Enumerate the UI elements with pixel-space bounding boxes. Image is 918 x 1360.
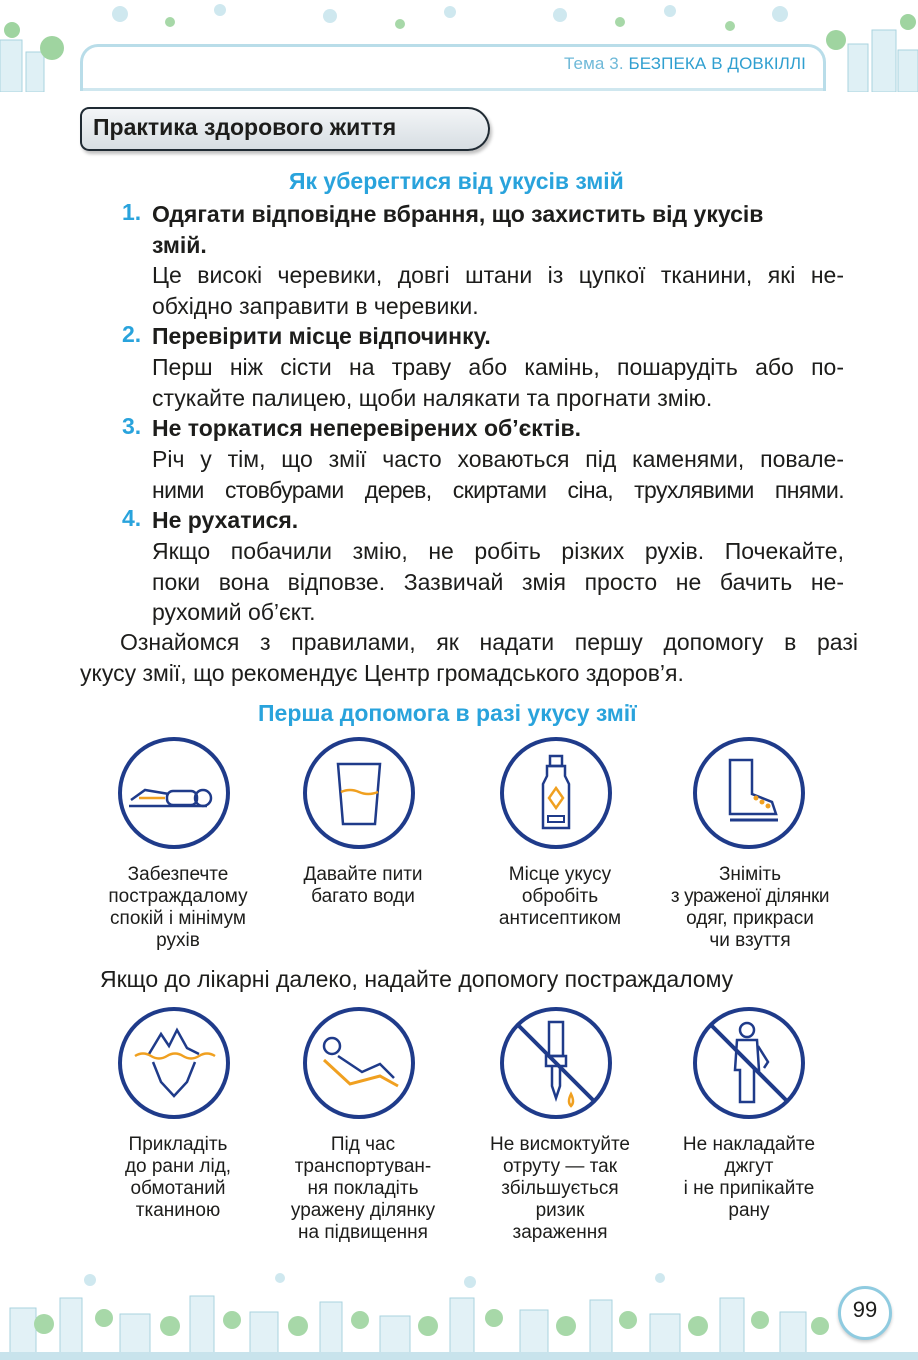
page-number: 99 (852, 1297, 878, 1322)
rule-title-line: Перевірити місце відпочинку. (152, 323, 491, 349)
caption-line: транспортуван- (294, 1156, 432, 1177)
no-suction-icon (499, 1006, 613, 1120)
caption-line: ризик (535, 1200, 585, 1221)
reclining-person-icon (302, 1006, 416, 1120)
caption-line: ня покладіть (307, 1178, 419, 1199)
rule-number: 4. (122, 505, 142, 531)
text-line: обхідно заправити в черевики. (152, 292, 479, 319)
caption-line: збільшується (501, 1178, 619, 1199)
rule-4-text (152, 536, 844, 628)
caption-water (273, 864, 453, 908)
caption-no-suction (470, 1134, 650, 1244)
water-glass-icon (302, 736, 416, 850)
caption-line: спокій і мінімум (110, 908, 246, 929)
rule-3-text (152, 444, 844, 505)
text-line: ними стовбурами дерев, скиртами сіна, трухлявими пнями. (152, 476, 844, 503)
caption-line: тканиною (135, 1200, 221, 1221)
text-line: Якщо побачили змію, не робіть різких рухів. Почекайте, (152, 538, 844, 564)
rule-title-line: Одягати відповідне вбрання, що захистить від укусів (152, 201, 764, 227)
caption-line: отруту — так (502, 1156, 618, 1177)
text-line: Перш ніж сісти на траву або камінь, пошарудіть або по- (152, 354, 844, 380)
text-line: поки вона відповзе. Зазвичай змія просто не бачить не- (152, 568, 844, 595)
topic-number: Тема 3. (564, 54, 624, 73)
rule-number: 1. (122, 199, 142, 225)
caption-line: Під час (330, 1134, 396, 1155)
rule-2 (122, 321, 491, 352)
caption-line: Місце укусу (508, 864, 612, 885)
caption-line: до рани лід, (124, 1156, 232, 1177)
caption-rest (88, 864, 268, 952)
caption-line: і не припікайте (683, 1178, 815, 1199)
caption-line: Прикладіть (128, 1134, 228, 1155)
rule-2-text (152, 352, 844, 413)
text-line: стукайте палицею, щоби налякати та прогнати змію. (152, 384, 713, 411)
text-line: Річ у тім, що змії часто ховаються під каменями, повале- (152, 446, 844, 472)
caption-line: Не накладайте (682, 1134, 816, 1155)
lying-person-icon (117, 736, 231, 850)
caption-line: одяг, прикраси (686, 908, 814, 929)
rule-number: 2. (122, 321, 142, 347)
far-hospital-note: Якщо до лікарні далеко, надайте допомогу постраждалому (100, 966, 734, 992)
rule-1-text (152, 260, 844, 321)
snake-safety-heading: Як уберегтися від укусів змій (289, 168, 624, 194)
topic-label (564, 54, 806, 74)
caption-antiseptic (470, 864, 650, 930)
antiseptic-spray-icon (499, 736, 613, 850)
caption-ice (88, 1134, 268, 1222)
ice-icon (117, 1006, 231, 1120)
caption-line: Зніміть (718, 864, 782, 885)
caption-elevate (273, 1134, 453, 1244)
caption-line: багато води (311, 886, 415, 907)
caption-line: рухів (156, 930, 200, 951)
caption-line: обробіть (521, 886, 599, 907)
caption-line: Забезпечте (127, 864, 229, 885)
rule-1 (122, 199, 764, 260)
caption-line: з ураженої ділянки (670, 886, 830, 907)
caption-line: антисептиком (498, 908, 622, 929)
first-aid-intro (80, 627, 858, 688)
no-tourniquet-icon (692, 1006, 806, 1120)
caption-no-tourniquet (659, 1134, 839, 1222)
rule-4 (122, 505, 299, 536)
caption-remove (657, 864, 843, 952)
caption-line: постраждалому (108, 886, 248, 907)
text-line: Ознайомся з правилами, як надати першу допомогу в разі (120, 629, 858, 655)
rule-3 (122, 413, 581, 444)
rule-title-line: Не торкатися неперевірених об’єктів. (152, 415, 581, 441)
caption-line: Давайте пити (303, 864, 423, 885)
boot-icon (692, 736, 806, 850)
text-line: укусу змії, що рекомендує Центр громадського здоров’я. (80, 659, 684, 686)
rule-title-line: змій. (152, 231, 207, 258)
caption-line: джгут (724, 1156, 774, 1177)
city-decoration-bottom (0, 1268, 918, 1360)
caption-line: на підвищення (298, 1222, 428, 1243)
caption-line: зараження (512, 1222, 608, 1243)
rule-title-line: Не рухатися. (152, 507, 299, 533)
topic-title: БЕЗПЕКА В ДОВКІЛЛІ (628, 54, 806, 73)
caption-line: рану (728, 1200, 770, 1221)
caption-line: чи взуття (709, 930, 791, 951)
first-aid-heading: Перша допомога в разі укусу змії (258, 700, 637, 726)
caption-line: обмотаний (130, 1178, 226, 1199)
text-line: рухомий об’єкт. (152, 599, 316, 625)
section-title: Практика здорового життя (93, 114, 397, 140)
caption-line: Не висмоктуйте (489, 1134, 630, 1155)
rule-number: 3. (122, 413, 142, 439)
caption-line: уражену ділянку (290, 1200, 436, 1221)
text-line: Це високі черевики, довгі штани із цупкої тканини, які не- (152, 262, 844, 288)
